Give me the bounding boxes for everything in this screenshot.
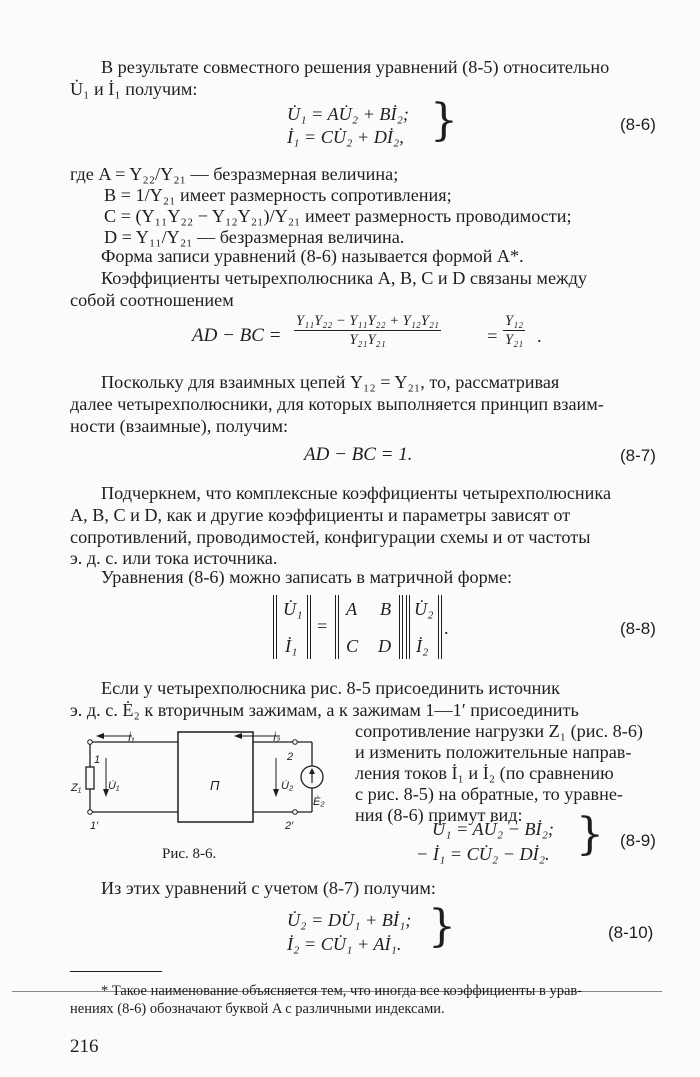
footnote-rule: [70, 971, 162, 972]
fig-terminal-1p-label: 1′: [90, 820, 99, 832]
terminal-1-prime: [88, 810, 93, 815]
matrix-i2: İ₂: [416, 636, 429, 656]
fig-e2-label: Ė₂: [313, 796, 325, 808]
eq-8-6-row2: İ₁ = CU̇₂ + Dİ₂,: [287, 127, 404, 147]
fig-i2-label: İ₂: [273, 732, 281, 744]
matrix-u2: U̇₂: [414, 599, 434, 619]
matrix-b: B: [380, 599, 392, 619]
intro-line-1: В результате совместного решения уравнений (8-5) относительно: [101, 57, 610, 77]
fig-block-label: П: [210, 778, 220, 793]
i2-arrowhead: [234, 733, 242, 739]
fig-terminal-2-label: 2: [287, 751, 294, 763]
eq-8-7-number: (8-7): [620, 446, 656, 465]
matrix-equals: =: [317, 616, 328, 636]
z1-resistor: [86, 767, 94, 789]
fig-u2-label: U̇₂: [281, 780, 294, 792]
eq-8-10-number: (8-10): [608, 923, 654, 942]
form-a-text: Форма записи уравнений (8-6) называется формой A*.: [101, 246, 524, 266]
emph-line-2: A, B, C и D, как и другие коэффициенты и параметры зависят от: [70, 505, 571, 525]
emph-line-3: сопротивлений, проводимостей, конфигурации схемы и от частоты: [70, 527, 591, 547]
eq-ad-lhs: AD − BC =: [192, 325, 282, 346]
matrix-a: A: [346, 599, 358, 619]
source-line-3: сопротивление нагрузки Z₁ (рис. 8-6): [355, 721, 643, 741]
matrix-d: D: [378, 636, 392, 656]
coef-line-1: Коэффициенты четырехполюсника A, B, C и D связаны между: [101, 268, 587, 288]
matrix-u1: U̇₁: [283, 599, 303, 619]
def-d: D = Y₁₁/Y₂₁ — безразмерная величина.: [104, 227, 405, 247]
eq-8-9-row2: − İ₁ = CU̇₂ − Dİ₂.: [416, 844, 550, 864]
from-these-text: Из этих уравнений с учетом (8-7) получим:: [101, 878, 436, 898]
e2-source-arrowhead: [309, 768, 315, 774]
fig-z1-label: Z₁: [71, 782, 82, 794]
matrix-bar: [438, 595, 439, 659]
matrix-bar: [399, 595, 400, 659]
matrix-bar: [273, 595, 274, 659]
source-line-6: с рис. 8-5) на обратные, то уравне-: [355, 784, 623, 804]
page-number: 216: [70, 1036, 99, 1057]
eq-8-9-row1: U̇₁ = AU̇₂ − Bİ₂;: [432, 819, 554, 839]
eq-8-6-brace: }: [430, 95, 458, 146]
fig-terminal-1-label: 1: [94, 754, 101, 766]
source-line-7: ния (8-6) примут вид:: [355, 805, 523, 825]
eq-ad-denominator: Y₂₁Y₂₁: [349, 332, 386, 348]
eq-8-10-row2: İ₂ = CU̇₁ + Aİ₁.: [287, 934, 402, 954]
def-a: где A = Y₂₂/Y₂₁ — безразмерная величина;: [70, 164, 399, 184]
eq-ad-equals: =: [486, 326, 499, 346]
fig-i1-label: İ₁: [128, 732, 135, 744]
matrix-bar: [335, 595, 336, 659]
matrix-i1: İ₁: [285, 636, 298, 656]
eq-8-9-number: (8-9): [620, 831, 656, 850]
footnote-line-1: * Такое наименование объясняется тем, что иногда все коэффициенты в урав-: [101, 983, 583, 999]
matrix-bar: [307, 595, 308, 659]
matrix-bar: [338, 595, 339, 659]
intro-line-2: U̇₁ и İ₁ получим:: [70, 79, 198, 99]
eq-8-8-number: (8-8): [620, 619, 656, 638]
eq-8-6-number: (8-6): [620, 115, 656, 134]
eq-8-6-row1: U̇₁ = AU̇₂ + Bİ₂;: [287, 104, 409, 124]
source-line-1: Если у четырехполюсника рис. 8-5 присоединить источник: [101, 678, 560, 698]
matrix-bar: [406, 595, 407, 659]
i1-arrowhead: [96, 733, 104, 739]
eq-8-10-row1: U̇₂ = DU̇₁ + Bİ₁;: [287, 910, 412, 930]
terminal-2-prime: [293, 810, 298, 815]
source-line-2: э. д. с. Ė₂ к вторичным зажимам, а к зажимам 1—1′ присоединить: [70, 700, 579, 720]
matrix-bar: [276, 595, 277, 659]
emph-line-4: э. д. с. или тока источника.: [70, 548, 278, 568]
emph-line-1: Подчеркнем, что комплексные коэффициенты четырехполюсника: [101, 483, 612, 503]
footnote-line-2: нениях (8-6) обозначают буквой A с различными индексами.: [70, 1001, 445, 1017]
eq-ad-numerator-2: Y₁₂: [505, 313, 524, 329]
matrix-bar: [409, 595, 410, 659]
matrix-bar: [441, 595, 442, 659]
recip-line-2: далее четырехполюсники, для которых выполняется принцип взаим-: [70, 394, 604, 414]
eq-8-7: AD − BC = 1.: [304, 444, 413, 465]
eq-ad-end: .: [537, 326, 542, 346]
matrix-end: .: [444, 618, 449, 638]
fig-terminal-2p-label: 2′: [285, 820, 294, 832]
eq-ad-denominator-2: Y₂₁: [505, 332, 524, 348]
eq-8-9-brace: }: [576, 809, 604, 860]
matrix-bar: [402, 595, 403, 659]
def-b: B = 1/Y₂₁ имеет размерность сопротивления;: [104, 185, 452, 205]
eq-8-10-brace: }: [428, 901, 456, 952]
terminal-2: [293, 740, 298, 745]
matrix-c: C: [346, 636, 359, 656]
def-c: C = (Y₁₁Y₂₂ − Y₁₂Y₂₁)/Y₂₁ имеет размерность проводимости;: [104, 206, 572, 226]
source-line-4: и изменить положительные направ-: [355, 742, 632, 762]
eq-ad-fraction: [294, 312, 441, 349]
recip-line-3: ности (взаимные), получим:: [70, 416, 289, 436]
eq-ad-numerator: Y₁₁Y₂₂ − Y₁₁Y₂₂ + Y₁₂Y₂₁: [296, 313, 439, 329]
recip-line-1: Поскольку для взаимных цепей Y₁₂ = Y₂₁, то, рассматривая: [101, 372, 560, 392]
fig-u1-label: U̇₁: [108, 780, 120, 792]
matrix-intro: Уравнения (8-6) можно записать в матричной форме:: [101, 567, 513, 587]
coef-line-2: собой соотношением: [70, 290, 234, 310]
u2-arrowhead: [273, 789, 279, 797]
source-line-5: ления токов İ₁ и İ₂ (по сравнению: [355, 763, 614, 783]
figure-caption: Рис. 8-6.: [162, 846, 217, 862]
eq-ad-fraction-2: [503, 312, 525, 349]
terminal-1: [88, 740, 93, 745]
matrix-bar: [310, 595, 311, 659]
